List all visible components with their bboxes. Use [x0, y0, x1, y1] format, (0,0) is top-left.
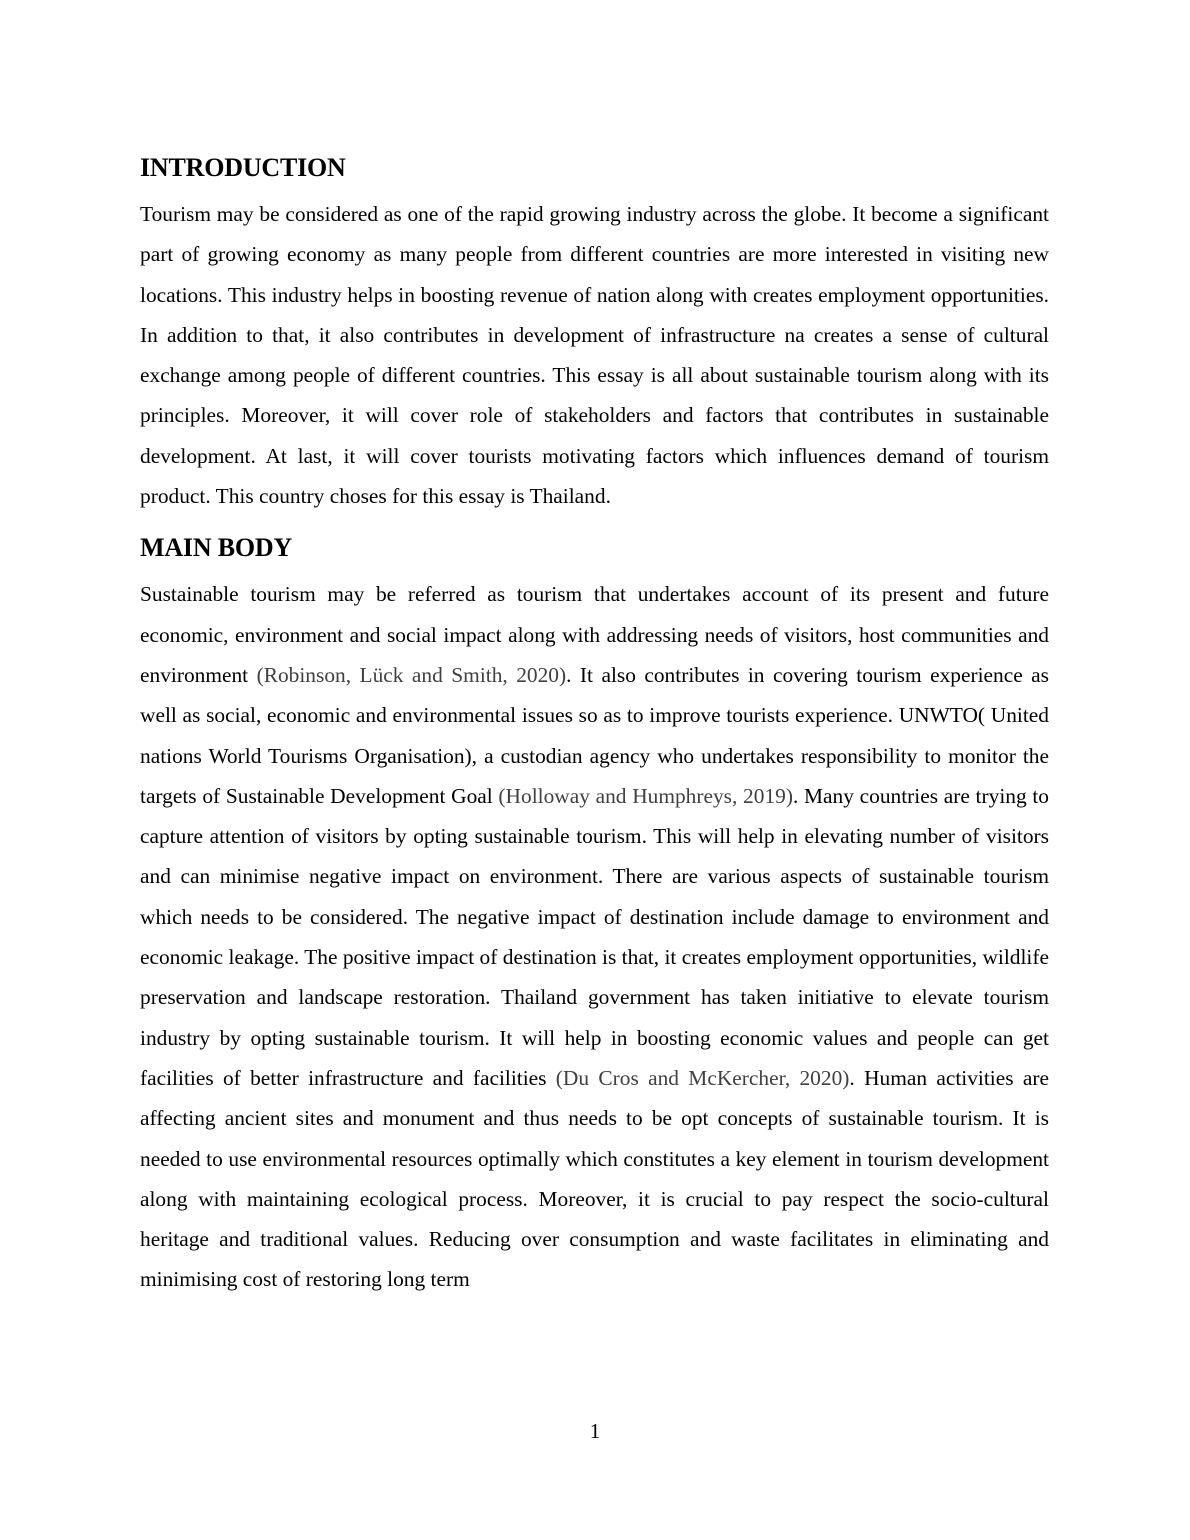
main-body-text: . It also contributes in covering tourism experience as well as social, economic and environmental issues so as to improve tourists experience. UNWTO( United nations World Tourisms Organisation), a custodian agency who undertakes responsibility to monitor the targets of Sustainable Development Goal [140, 662, 1049, 808]
introduction-paragraph: Tourism may be considered as one of the rapid growing industry across the globe. It become a significant part of growing economy as many people from different countries are more interested in visiting new locations. This industry helps in boosting revenue of nation along with creates employment opportunities. In addition to that, it also contributes in development of infrastructure na creates a sense of cultural exchange among people of different countries. This essay is all about sustainable tourism along with its principles. Moreover, it will cover role of stakeholders and factors that contributes in sustainable development. At last, it will cover tourists motivating factors which influences demand of tourism product. This country choses for this essay is Thailand. [140, 202, 1049, 509]
introduction-heading: INTRODUCTION [140, 153, 346, 182]
main-body-heading: MAIN BODY [140, 533, 293, 563]
citation: (Du Cros and McKercher, 2020) [555, 1065, 850, 1090]
citation: (Holloway and Humphreys, 2019) [498, 783, 793, 808]
main-body-text: . Many countries are trying to capture attention of visitors by opting sustainable tourism. This will help in elevating number of visitors and can minimise negative impact on environment. There are various aspects of sustainable tourism which needs to be considered. The negative impact of destination include damage to environment and economic leakage. The positive impact of destination is that, it creates employment opportunities, wildlife preservation and landscape restoration. Thailand government has taken initiative to elevate tourism industry by opting sustainable tourism. It will help in boosting economic values and people can get facilities of better infrastructure and facilities [140, 783, 1049, 1090]
main-body-text: Sustainable tourism may be referred as tourism that undertakes account of its present and future economic, environment and social impact along with addressing needs of visitors, host communities and environment [140, 582, 1049, 687]
document-page [140, 150, 1049, 1300]
main-body-text: . Human activities are affecting ancient sites and monument and thus needs to be opt concepts of sustainable tourism. It is needed to use environmental resources optimally which constitutes a key element in tourism development along with maintaining ecological process. Moreover, it is crucial to pay respect the socio-cultural heritage and traditional values. Reducing over consumption and waste facilitates in eliminating and minimising cost of restoring long term [140, 1065, 1049, 1292]
page-number: 1 [589, 1419, 601, 1443]
main-body-paragraph [140, 574, 1049, 1299]
citation: (Robinson, Lück and Smith, 2020) [256, 662, 567, 687]
